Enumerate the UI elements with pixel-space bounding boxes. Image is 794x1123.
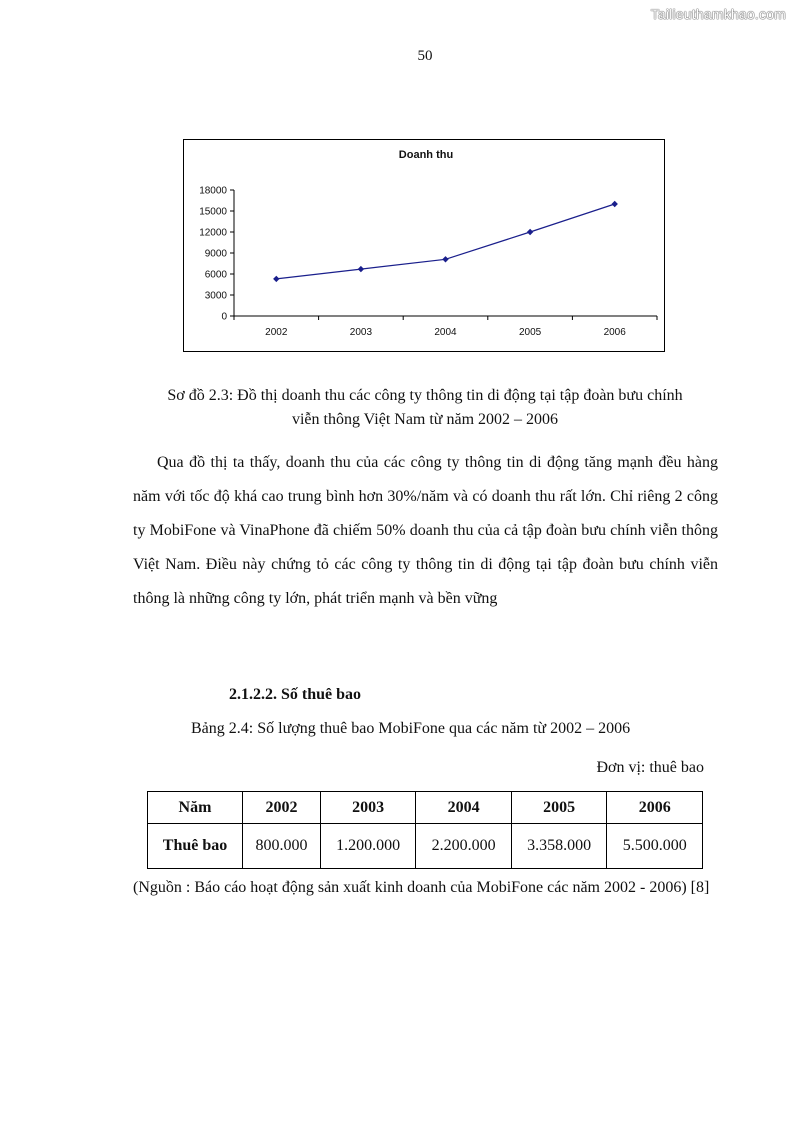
table-unit: Đơn vị: thuê bao [596,759,704,776]
cell-2005: 3.358.000 [511,824,607,869]
header-cell-2004: 2004 [416,792,512,824]
section-heading: 2.1.2.2. Số thuê bao [229,686,362,703]
paragraph-text: Qua đồ thị ta thấy, doanh thu của các công ty thông tin di động tăng mạnh đều hàng năm với tốc độ khá cao trung bình hơn 30%/năm và có doanh thu rất lớn. Chỉ riêng 2 công ty MobiFone và VinaPhone đã chiếm 50% doanh thu của cả tập đoàn bưu chính viễn thông Việt Nam. Điều này chứng tỏ các công ty thông tin di động tại tập đoàn bưu chính viễn thông là những công ty lớn, phát triển mạnh và bền vững [133,454,718,607]
cell-2002: 800.000 [243,824,321,869]
x-tick-label: 2006 [603,327,626,338]
data-point-marker [358,266,364,272]
y-tick-label: 9000 [204,248,227,260]
subscriber-table [147,791,703,869]
revenue-chart [183,139,665,352]
data-point-marker [612,201,618,207]
caption-line-1: Sơ đồ 2.3: Đồ thị doanh thu các công ty thông tin di động tại tập đoàn bưu chính [167,387,683,404]
y-tick-label: 18000 [199,185,227,197]
cell-2004: 2.200.000 [416,824,512,869]
watermark: Tailieuthamkhao.com [650,6,786,22]
header-cell-year: Năm [148,792,243,824]
page-number: 50 [417,48,433,64]
y-tick-label: 12000 [199,227,227,239]
cell-2003: 1.200.000 [320,824,416,869]
header-cell-2005: 2005 [511,792,607,824]
header-cell-2002: 2002 [243,792,321,824]
x-tick-label: 2002 [265,327,288,338]
series-line [276,204,614,279]
body-paragraph [133,446,718,616]
row-label-subscribers: Thuê bao [148,824,243,869]
source-note: (Nguồn : Báo cáo hoạt động sản xuất kinh doanh của MobiFone các năm 2002 - 2006) [8] [133,879,710,896]
caption-line-2: viễn thông Việt Nam từ năm 2002 – 2006 [291,411,559,428]
header-cell-2003: 2003 [320,792,416,824]
table-header-row [148,792,703,824]
y-tick-label: 15000 [199,206,227,218]
header-cell-2006: 2006 [607,792,703,824]
table-row [148,824,703,869]
data-point-marker [442,256,448,262]
y-tick-label: 3000 [204,290,227,302]
y-tick-label: 0 [221,311,227,323]
figure-caption [120,384,730,432]
x-tick-label: 2005 [518,327,542,338]
chart-canvas [184,140,664,351]
data-point-marker [527,229,533,235]
cell-2006: 5.500.000 [607,824,703,869]
x-tick-label: 2003 [349,327,373,338]
y-tick-label: 6000 [204,269,227,281]
data-point-marker [273,276,279,282]
x-tick-label: 2004 [434,327,457,338]
table-title: Bảng 2.4: Số lượng thuê bao MobiFone qua các năm từ 2002 – 2006 [191,720,631,737]
chart-title: Doanh thu [398,149,454,161]
